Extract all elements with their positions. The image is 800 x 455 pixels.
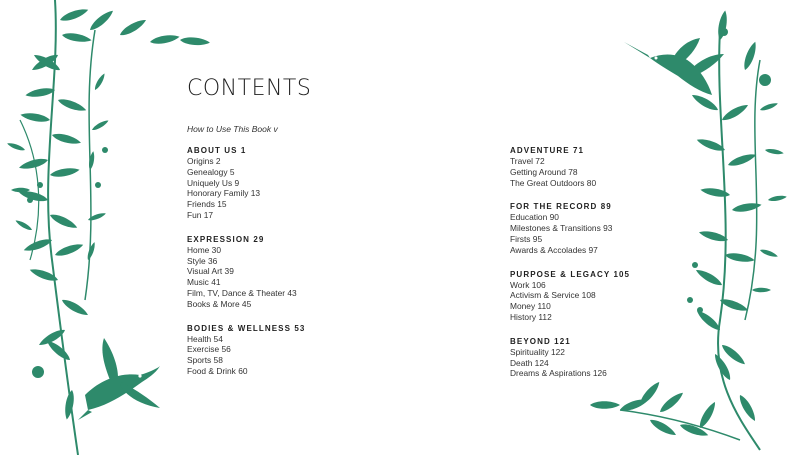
toc-entry[interactable]: Spirituality 122 [510,346,565,357]
section-heading[interactable]: ADVENTURE 71 [510,146,585,155]
toc-entry[interactable]: The Great Outdoors 80 [510,177,597,188]
toc-entry[interactable]: History 112 [510,311,552,322]
toc-entry[interactable]: Visual Art 39 [187,266,234,277]
toc-entry[interactable]: Awards & Accolades 97 [510,244,598,255]
toc-entry[interactable]: Activism & Service 108 [510,290,596,301]
section-heading[interactable]: EXPRESSION 29 [187,234,265,244]
toc-entry[interactable]: Firsts 95 [510,233,543,244]
toc-entry[interactable]: Sports 58 [187,355,223,366]
toc-entry[interactable]: Uniquely Us 9 [187,177,240,188]
toc-entry[interactable]: Music 41 [187,277,221,288]
toc-entry[interactable]: Getting Around 78 [510,166,578,177]
section-heading[interactable]: BEYOND 121 [510,336,571,346]
toc-entry[interactable]: Books & More 45 [187,298,252,309]
section-heading[interactable]: BODIES & WELLNESS 53 [187,323,306,333]
toc-entry[interactable]: Exercise 56 [187,344,231,355]
section-heading[interactable]: FOR THE RECORD 89 [510,202,612,212]
toc-section [510,269,650,323]
toc-section [187,323,327,377]
right-toc-column [510,145,650,392]
toc-entry[interactable]: Genealogy 5 [187,166,235,177]
toc-entry[interactable]: Home 30 [187,244,221,255]
toc-entry[interactable]: Travel 72 [510,156,545,166]
toc-entry[interactable]: Dreams & Aspirations 126 [510,368,607,379]
toc-section [510,201,650,255]
toc-entry[interactable]: Work 106 [510,279,546,290]
contents-title: CONTENTS [187,76,312,101]
section-heading[interactable]: ABOUT US 1 [187,146,247,155]
toc-entry[interactable]: Fun 17 [187,209,214,220]
toc-entry[interactable]: Honorary Family 13 [187,188,261,199]
toc-entry[interactable]: Death 124 [510,357,549,368]
toc-entry[interactable]: Style 36 [187,255,218,266]
hummingbird-left-icon [78,338,160,420]
toc-entry[interactable]: Food & Drink 60 [187,365,248,376]
section-heading[interactable]: PURPOSE & LEGACY 105 [510,269,631,279]
toc-entry[interactable]: Film, TV, Dance & Theater 43 [187,287,297,298]
toc-section [510,336,650,379]
left-toc-column [187,145,327,390]
toc-entry[interactable]: Money 110 [510,301,551,312]
toc-entry[interactable]: Health 54 [187,333,223,344]
toc-entry[interactable]: Education 90 [510,212,559,223]
intro-entry[interactable]: How to Use This Book v [187,124,278,134]
toc-section [187,234,327,310]
toc-entry[interactable]: Milestones & Transitions 93 [510,223,613,234]
toc-section [187,145,327,221]
toc-section [510,145,650,188]
hummingbird-right-icon [624,38,724,95]
toc-entry[interactable]: Origins 2 [187,156,221,166]
toc-entry[interactable]: Friends 15 [187,199,227,210]
